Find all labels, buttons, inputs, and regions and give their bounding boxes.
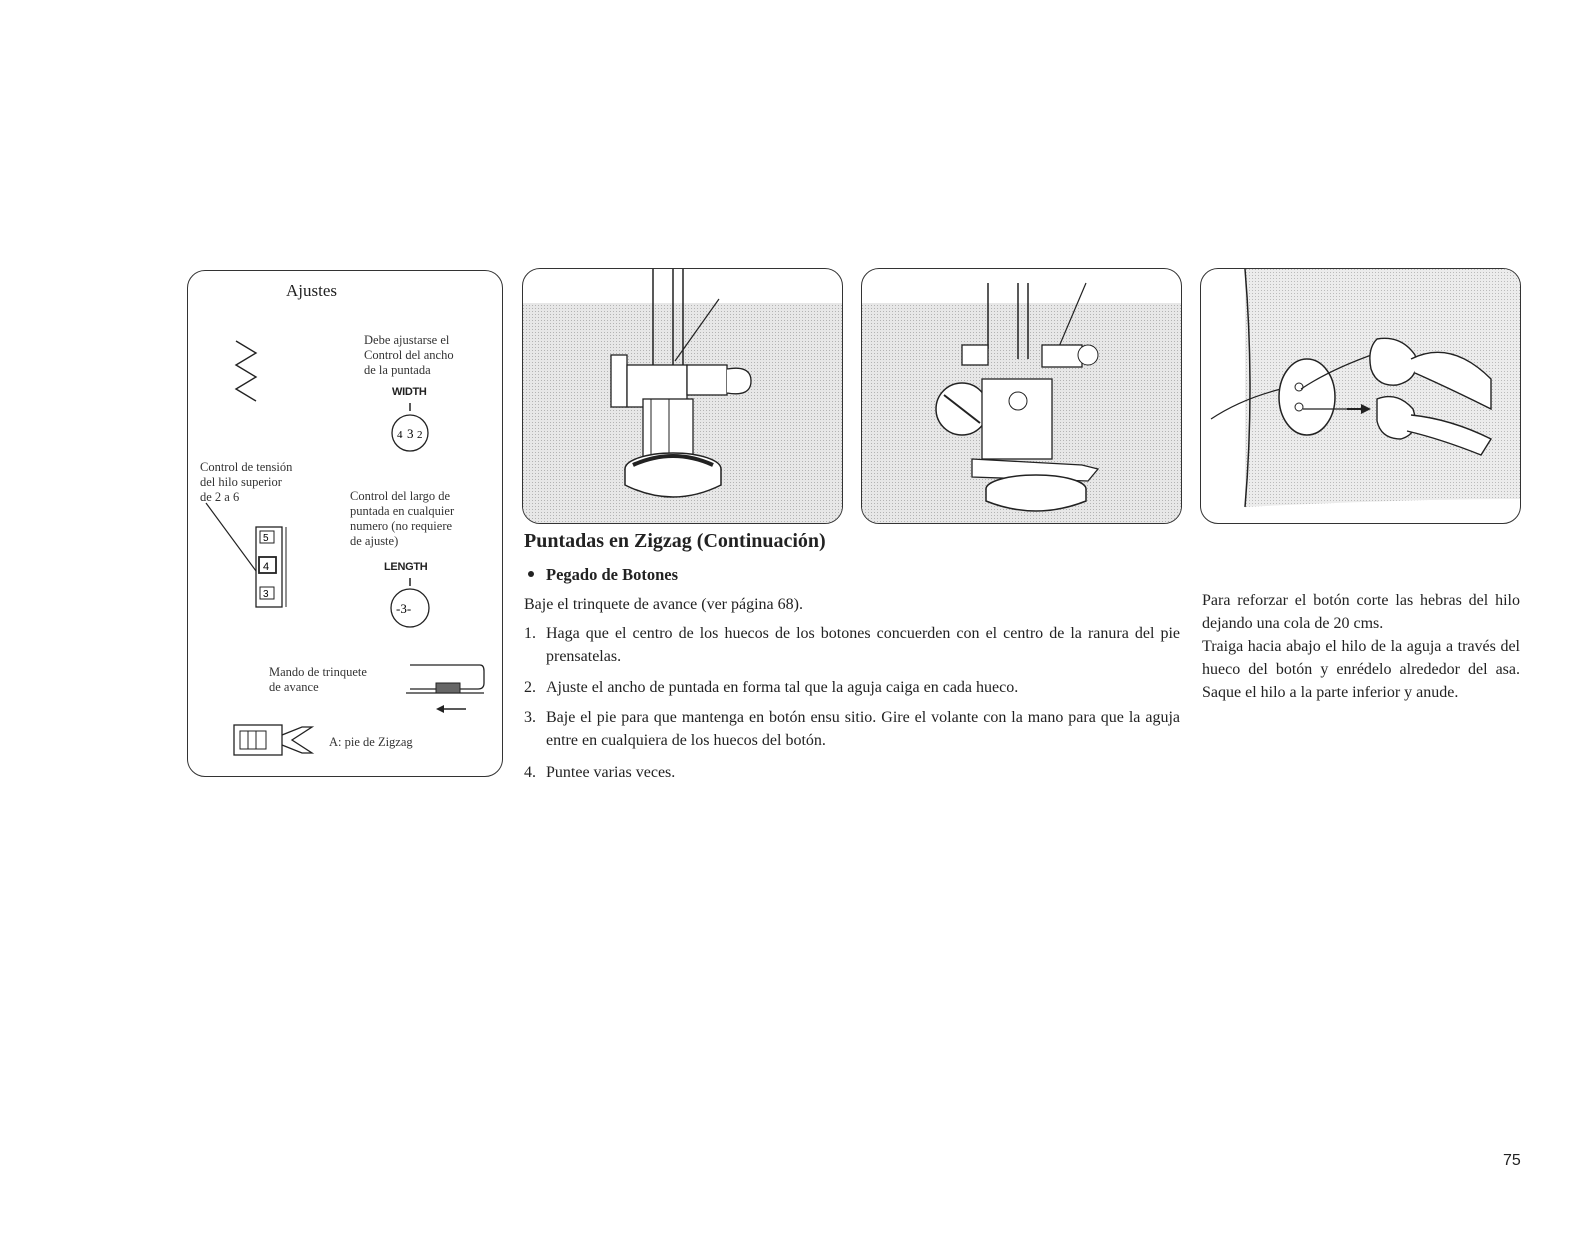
feed-dog-lever-icon xyxy=(400,663,490,723)
svg-text:2: 2 xyxy=(417,429,423,441)
width-label: WIDTH xyxy=(392,386,427,398)
section-subheading: Pegado de Botones xyxy=(528,565,678,585)
right-para-2: Traiga hacia abajo el hilo de la aguja a través del hueco del botón y enrédelo alrededor del asa. Saque el hilo a la parte inferior y anude. xyxy=(1202,638,1520,701)
length-label: LENGTH xyxy=(384,561,428,573)
tension-note: Control de tensión del hilo superior de 2 a 6 xyxy=(200,460,293,504)
svg-text:-3-: -3- xyxy=(396,601,412,616)
step-4: 4. Puntee varias veces. xyxy=(524,764,676,781)
intro-text: Baje el trinquete de avance (ver página 68). xyxy=(524,596,803,613)
zigzag-foot-icon xyxy=(232,721,328,761)
svg-text:3: 3 xyxy=(407,426,414,441)
step-2: 2. Ajuste el ancho de puntada en forma tal que la aguja caiga en cada hueco. xyxy=(524,679,1019,696)
tension-dial-icon xyxy=(202,499,292,611)
right-para-1: Para reforzar el botón corte las hebras del hilo dejando una cola de 20 cms. xyxy=(1202,592,1520,632)
width-note: Debe ajustarse el Control del ancho de la puntada xyxy=(364,333,454,377)
illustration-presser-foot xyxy=(861,268,1182,524)
step-3: 3. Baje el pie para que mantenga en botón ensu sitio. Gire el volante con la mano para que la aguja entre en cualquiera de los huecos del botón. xyxy=(524,709,1180,749)
svg-text:5: 5 xyxy=(263,533,269,544)
step-1: 1. Haga que el centro de los huecos de los botones concuerden con el centro de la ranura del pie prensatelas. xyxy=(524,625,1180,665)
length-dial-icon xyxy=(386,576,434,630)
svg-text:4: 4 xyxy=(397,429,403,441)
svg-text:4: 4 xyxy=(263,561,270,573)
length-note: Control del largo de puntada en cualquier numero (no requiere de ajuste) xyxy=(350,489,455,548)
svg-text:3: 3 xyxy=(263,589,269,600)
zigzag-stitch-icon xyxy=(230,339,262,411)
feed-dog-note: Mando de trinquete de avance xyxy=(269,665,367,694)
foot-label: A: pie de Zigzag xyxy=(329,735,413,749)
illustration-tie-thread xyxy=(1200,268,1521,524)
settings-title: Ajustes xyxy=(286,281,337,300)
section-heading: Puntadas en Zigzag (Continuación) xyxy=(524,530,826,552)
bullet-icon xyxy=(528,571,534,577)
right-column xyxy=(1202,589,1520,704)
illustration-button-alignment xyxy=(522,268,843,524)
width-dial-icon xyxy=(386,401,434,453)
settings-box xyxy=(187,270,503,777)
page-number: 75 xyxy=(1503,1152,1521,1169)
